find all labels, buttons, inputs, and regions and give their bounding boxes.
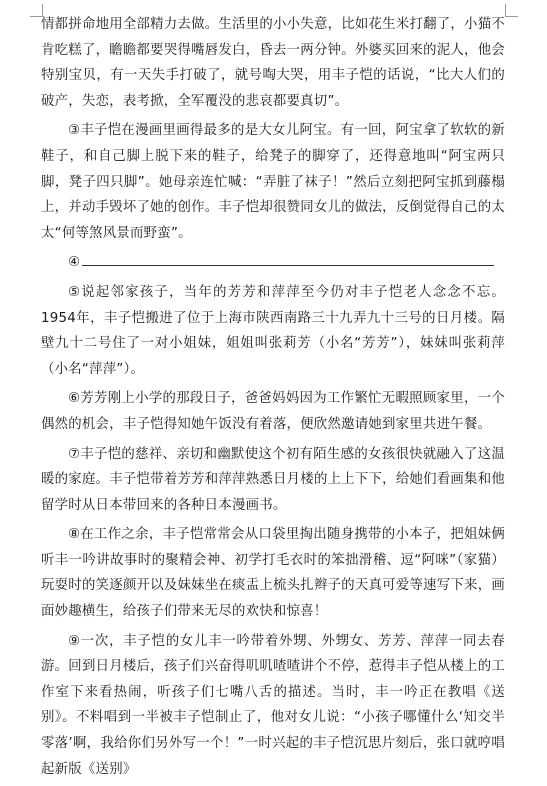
paragraph-7: ⑦丰子恺的慈祥、亲切和幽默使这个初有陌生感的女孩很快就融入了这温暖的家庭。丰子恺带着芳芳和萍萍熟悉日月楼的上上下下，给她们看画集和他留学时从日本带回来的各种日本漫画书。 [41,446,505,513]
document-body [41,12,505,786]
fill-in-blank-line [82,254,494,266]
paragraph-6: ⑥芳芳刚上小学的那段日子，爸爸妈妈因为工作繁忙无暇照顾家里，一个偶然的机会，丰子恺得知她午饭没有着落，便欣然邀请她到家里共进午餐。 [41,391,505,432]
crop-mark-top-right [505,4,518,17]
paragraph-5: ⑤说起邻家孩子，当年的芳芳和萍萍至今仍对丰子恺老人念念不忘。1954年，丰子恺搬进了位于上海市陕西南路三十九弄九十三号的日月楼。隔壁九十二号住了一对小姐妹，姐姐叫张莉芳（小名“芳芳”），妹妹叫张莉萍（小名“萍萍”）。 [41,284,505,377]
paragraph-continued: 情都拼命地用全部精力去做。生活里的小小失意，比如花生米打翻了，小猫不肯吃糕了，瞻瞻都要哭得嘴唇发白，昏去一两分钟。外婆买回来的泥人，他会特别宝贝，有一天失手打破了，就号啕大哭，用丰子恺的话说，“比大人们的破产，失恋，表考掀，全军覆没的悲哀都要真切”。 [41,17,505,109]
paragraph-4-label: ④ [68,255,81,271]
paragraph-3: ③丰子恺在漫画里画得最多的是大女儿阿宝。有一回，阿宝拿了软软的新鞋子，和自己脚上脱下来的鞋子，给凳子的脚穿了，还得意地叫“阿宝两只脚，凳子四只脚”。她母亲连忙喊：“弄脏了袜子！”然后立刻把阿宝抓到藤榻上，并动手毁坏了她的创作。丰子恺却很赞同女儿的做法，反倒觉得自己的太太“何等煞风景而野蛮”。 [41,123,505,241]
paragraph-4-blank [41,250,505,276]
paragraph-8: ⑧在工作之余，丰子恺常常会从口袋里掏出随身携带的小本子，把姐妹俩听丰一吟讲故事时的聚精会神、初学打毛衣时的笨拙滑稽、逗“阿咪”（家猫）玩耍时的笑逐颜开以及妹妹坐在痰盂上梳头扎辫子的天真可爱等速写下来，画面妙趣横生，给孩子们带来无尽的欢快和惊喜！ [41,527,505,620]
paragraph-9: ⑨一次，丰子恺的女儿丰一吟带着外甥、外甥女、芳芳、萍萍一同去春游。回到日月楼后，孩子们兴奋得叽叽喳喳讲个不停，惹得丰子恺从楼上的工作室下来看热闹，听孩子们七嘴八舌的描述。当时，丰一吟正在教唱《送别》。不料唱到一半被丰子恺制止了，他对女儿说：“小孩子哪懂什么‘知交半零落’啊，我给你们另外写一个！”一时兴起的丰子恺沉思片刻后，张口就哼唱起新版《送别》 [41,633,505,777]
